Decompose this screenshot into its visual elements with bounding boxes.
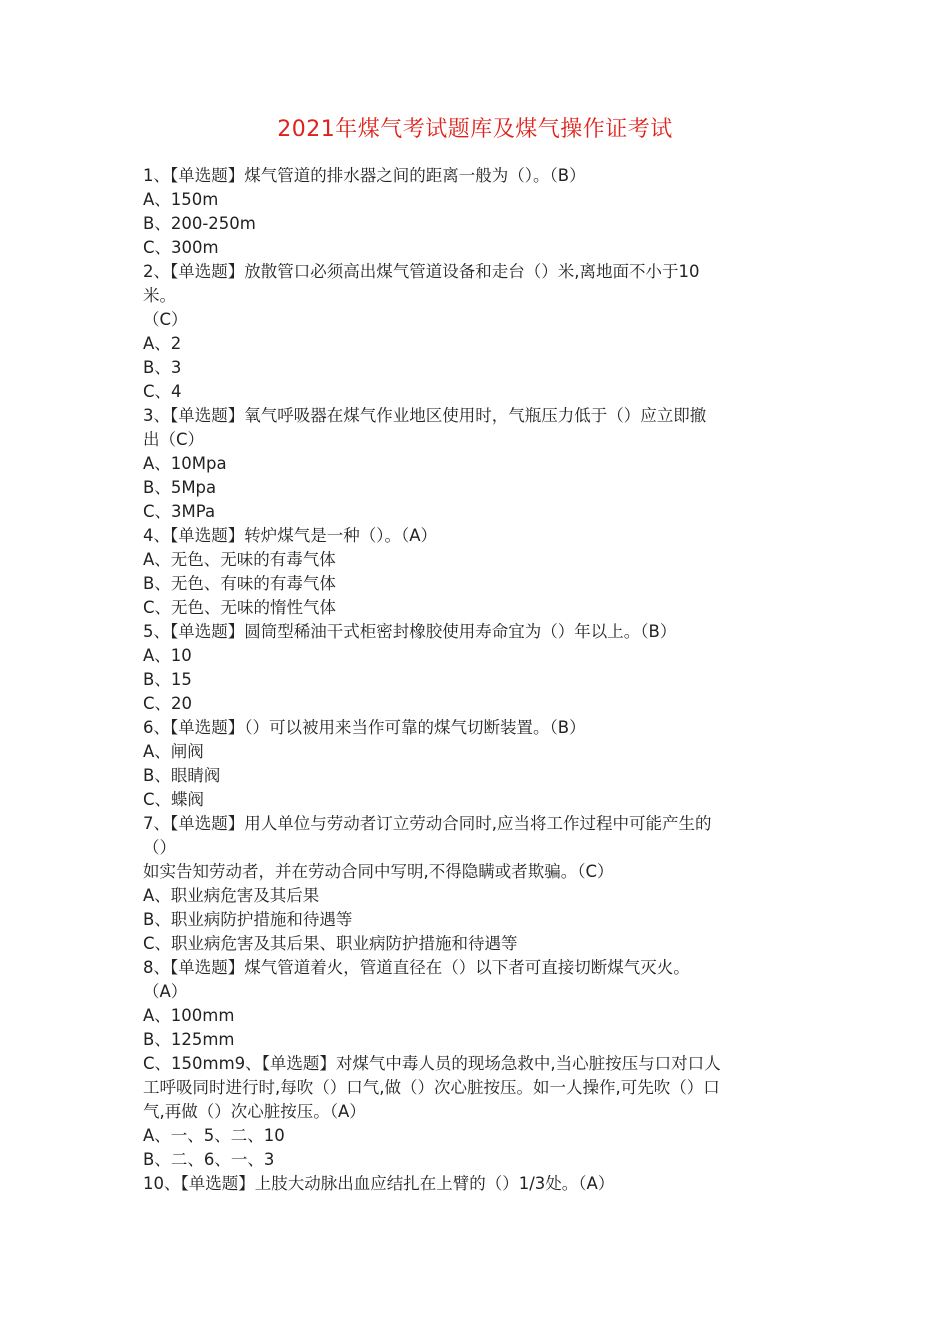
text-line: 6、【单选题】（）可以被用来当作可靠的煤气切断装置。（B） (143, 718, 586, 737)
text-line: 1、【单选题】煤气管道的排水器之间的距离一般为（）。（B） (143, 166, 586, 185)
text-line: B、职业病防护措施和待遇等 (143, 910, 353, 929)
text-line: A、10 (143, 646, 192, 665)
text-line: A、职业病危害及其后果 (143, 886, 320, 905)
text-line: C、4 (143, 382, 182, 401)
text-line: A、10Mpa (143, 454, 227, 473)
text-line: C、无色、无味的惰性气体 (143, 598, 337, 617)
text-line: 气,再做（）次心脏按压。（A） (143, 1102, 366, 1121)
text-line: 2、【单选题】放散管口必须高出煤气管道设备和走台（）米,离地面不小于10 (143, 262, 700, 281)
text-line: 5、【单选题】圆筒型稀油干式柜密封橡胶使用寿命宜为（）年以上。（B） (143, 622, 677, 641)
text-line: B、200-250m (143, 214, 256, 233)
text-line: B、15 (143, 670, 192, 689)
text-line: B、眼睛阀 (143, 766, 221, 785)
text-line: C、20 (143, 694, 193, 713)
text-line: A、2 (143, 334, 182, 353)
text-line: C、职业病危害及其后果、职业病防护措施和待遇等 (143, 934, 518, 953)
text-line: （） (143, 838, 176, 857)
text-line: 3、【单选题】氧气呼吸器在煤气作业地区使用时，气瓶压力低于（）应立即撤 (143, 406, 707, 425)
text-line: B、5Mpa (143, 478, 217, 497)
text-line: A、150m (143, 190, 219, 209)
text-line: 如实告知劳动者，并在劳动合同中写明,不得隐瞒或者欺骗。（C） (143, 862, 614, 881)
text-line: （A） (143, 982, 188, 1001)
text-line: B、无色、有味的有毒气体 (143, 574, 336, 593)
text-line: （C） (143, 310, 188, 329)
text-line: B、125mm (143, 1030, 235, 1049)
text-line: C、300m (143, 238, 219, 257)
text-line: C、3MPa (143, 502, 216, 521)
text-line: 工呼吸同时进行时,每吹（）口气,做（）次心脏按压。如一人操作,可先吹（）口 (143, 1078, 720, 1097)
text-line: B、3 (143, 358, 182, 377)
text-line: 8、【单选题】煤气管道着火，管道直径在（）以下者可直接切断煤气灭火。 (143, 958, 690, 977)
text-line: A、一、5、二、10 (143, 1126, 285, 1145)
text-line: A、100mm (143, 1006, 235, 1025)
text-line: 7、【单选题】用人单位与劳动者订立劳动合同时,应当将工作过程中可能产生的 (143, 814, 712, 833)
text-line: A、闸阀 (143, 742, 204, 761)
text-line: 出（C） (143, 430, 205, 449)
text-line: 10、【单选题】上肢大动脉出血应结扎在上臂的（）1/3处。（A） (143, 1174, 615, 1193)
document-title: 2021年煤气考试题库及煤气操作证考试 (277, 117, 673, 142)
text-line: 米。 (143, 286, 176, 305)
text-line: C、150mm9、【单选题】对煤气中毒人员的现场急救中,当心脏按压与口对口人 (143, 1054, 721, 1073)
text-line: C、蝶阀 (143, 790, 205, 809)
text-line: 4、【单选题】转炉煤气是一种（）。（A） (143, 526, 438, 545)
document-body (143, 164, 813, 1196)
text-line: B、二、6、一、3 (143, 1150, 275, 1169)
text-line: A、无色、无味的有毒气体 (143, 550, 336, 569)
